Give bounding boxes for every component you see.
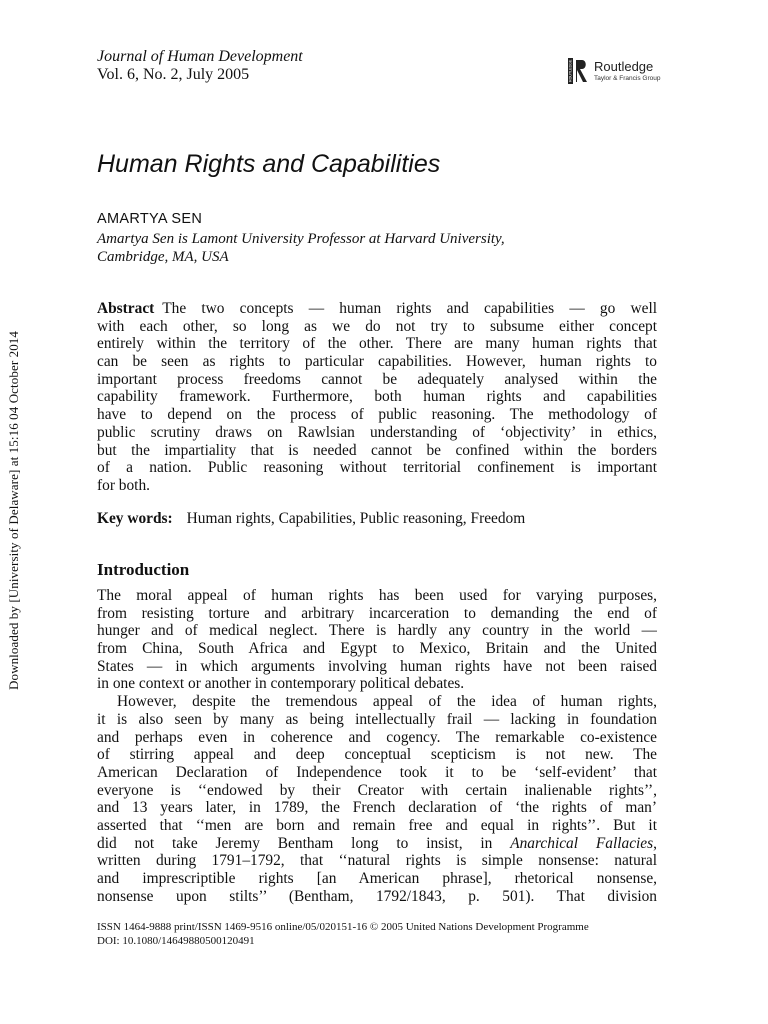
logo-vertical-text: ROUTLEDGE [568,59,573,82]
body-line: The moral appeal of human rights has been used for varying purposes, [97,587,657,604]
body-line: nonsense upon stilts’’ (Bentham, 1792/1843, p. 501). That division [97,887,657,905]
body-line: and 13 years later, in 1789, the French declaration of ‘the rights of man’ [97,799,657,817]
body-line: from resisting torture and arbitrary incarceration to demanding the end of [97,604,657,622]
publisher-logo [568,58,688,94]
body-line: of stirring appeal and deep conceptual scepticism is not new. The [97,746,657,764]
download-note-text: Downloaded by [University of Delaware] at 15:16 04 October 2014 [6,330,21,690]
body-line [97,835,657,853]
routledge-logo-icon [568,58,590,84]
abstract-line: capability framework. Furthermore, both human rights and capabilities [97,388,657,406]
body-line: in one context or another in contemporary political debates. [97,675,465,693]
body-line: written during 1791–1792, that ‘‘natural rights is simple nonsense: natural [97,852,657,870]
author-affiliation [97,230,657,266]
introduction-body [97,587,657,905]
keywords-label: Key words: [97,510,173,527]
body-line: and imprescriptible rights [an American phrase], rhetorical nonsense, [97,870,657,887]
abstract-label: Abstract [97,300,155,317]
journal-volume: Vol. 6, No. 2, July 2005 [97,66,250,83]
abstract-line: with each other, so long as we do not try to subsume either concept [97,317,657,335]
body-line: States — in which arguments involving human rights have not been raised [97,657,657,675]
body-line: However, despite the tremendous appeal of the idea of human rights, [117,693,657,711]
body-line: from China, South Africa and Egypt to Mexico, Britain and the United [97,640,657,658]
abstract [97,300,657,495]
author-name: AMARTYA SEN [97,211,203,227]
abstract-line: important process freedoms cannot be adequately analysed within the [97,370,657,388]
section-heading-introduction: Introduction [97,560,190,579]
abstract-line [97,300,657,318]
body-line: it is also seen by many as being intellectually frail — lacking in foundation [97,710,657,728]
body-line-text: did not take Jeremy Bentham long to insist, in [97,834,511,852]
keywords-text: Human rights, Capabilities, Public reasoning, Freedom [186,510,526,527]
body-line-punct: , [653,834,657,852]
affiliation-line: Cambridge, MA, USA [97,249,229,265]
body-line: and perhaps even in coherence and cogency. The remarkable co-existence [97,728,657,746]
footer [97,920,657,948]
abstract-line: public scrutiny draws on Rawlsian understanding of ‘objectivity’ in ethics, [97,423,657,441]
body-line: everyone is ‘‘endowed by their Creator with certain inalienable rights’’, [97,781,657,799]
body-line: American Declaration of Independence took it to be ‘self-evident’ that [97,763,657,781]
book-title: Anarchical Fallacies [510,834,654,852]
keywords [97,510,657,528]
publisher-name: Routledge [594,59,654,74]
abstract-line: for both. [97,476,151,494]
article-title: Human Rights and Capabilities [97,150,441,178]
abstract-line: but the impartiality that is needed cannot be confined within the borders [97,441,657,459]
abstract-line: can be seen as rights to particular capabilities. However, human rights to [97,353,657,371]
issn-line: ISSN 1464-9888 print/ISSN 1469-9516 online/05/020151-16 © 2005 United Nations Development Programme [97,921,589,933]
affiliation-line: Amartya Sen is Lamont University Professor at Harvard University, [97,231,505,247]
abstract-line: of a nation. Public reasoning without territorial confinement is important [97,459,657,477]
doi-line: DOI: 10.1080/14649880500120491 [97,935,255,947]
abstract-line: have to depend on the process of public reasoning. The methodology of [97,406,657,424]
body-line: hunger and of medical neglect. There is hardly any country in the world — [97,622,657,640]
abstract-line-text: The two concepts — human rights and capabilities — go well [162,300,657,317]
download-note [6,310,22,690]
body-line: asserted that ‘‘men are born and remain free and equal in rights’’. But it [97,816,657,834]
publisher-subtitle: Taylor & Francis Group [594,75,661,82]
journal-name: Journal of Human Development [97,48,303,65]
abstract-line: entirely within the territory of the other. There are many human rights that [97,335,657,353]
